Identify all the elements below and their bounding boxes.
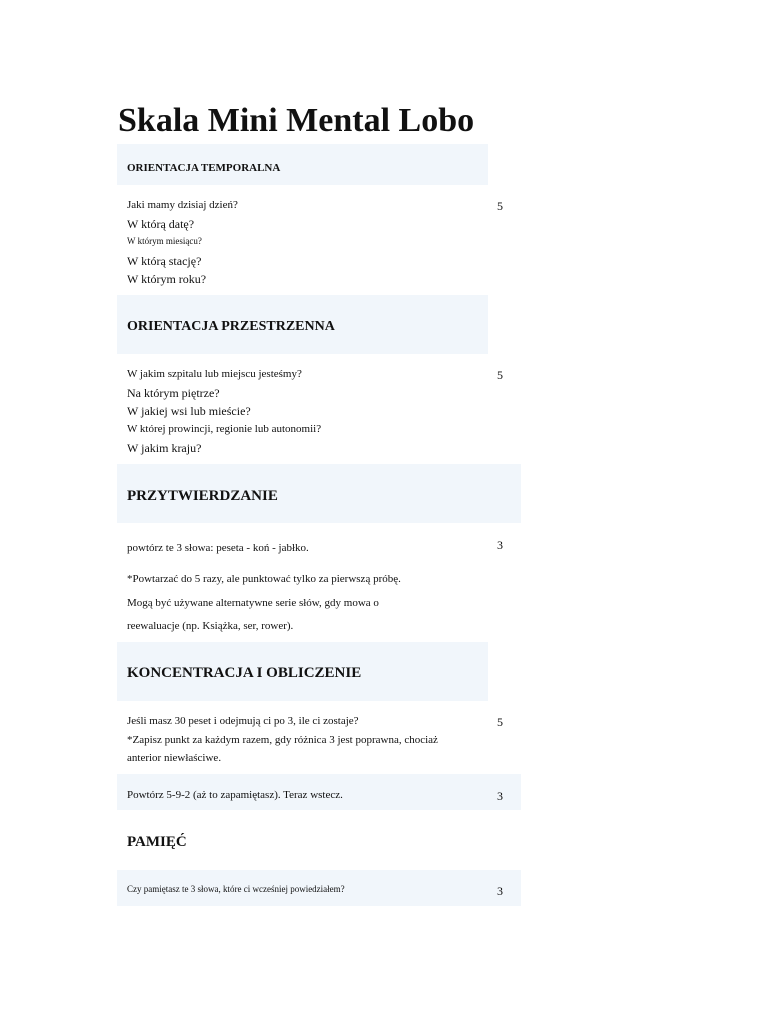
question-line: W którą datę? — [127, 217, 195, 231]
question-line: W którym roku? — [127, 272, 207, 286]
question-line: Na którym piętrze? — [127, 386, 220, 400]
question-line: W jakim kraju? — [127, 441, 202, 455]
score-value: 5 — [497, 199, 503, 213]
question-line: reewaluacje (np. Książka, ser, rower). — [127, 620, 294, 632]
question-line: anterior niewłaściwe. — [127, 752, 222, 764]
question-line: Mogą być używane alternatywne serie słów, gdy mowa o — [127, 597, 379, 609]
section-heading-calculation: KONCENTRACJA I OBLICZENIE — [127, 665, 362, 681]
question-line: *Powtarzać do 5 razy, ale punktować tylko za pierwszą próbę. — [127, 573, 401, 585]
question-line: Powtórz 5-9-2 (aż to zapamiętasz). Teraz wstecz. — [127, 789, 343, 801]
question-line: Jeśli masz 30 peset i odejmują ci po 3, ile ci zostaje? — [127, 715, 359, 727]
question-line: W której prowincji, regionie lub autonomii? — [127, 423, 322, 435]
question-line: W którym miesiącu? — [127, 236, 202, 246]
section-heading-temporal: ORIENTACJA TEMPORALNA — [127, 162, 281, 174]
question-line: Czy pamiętasz te 3 słowa, które ci wcześniej powiedziałem? — [127, 884, 345, 894]
question-line: W jakim szpitalu lub miejscu jesteśmy? — [127, 368, 302, 380]
question-line: powtórz te 3 słowa: peseta - koń - jabłko. — [127, 542, 309, 554]
question-line: *Zapisz punkt za każdym razem, gdy różnica 3 jest poprawna, chociaż — [127, 734, 438, 746]
section-heading-registration: PRZYTWIERDZANIE — [127, 488, 278, 504]
score-value: 5 — [497, 368, 503, 382]
section-heading-memory: PAMIĘĆ — [127, 834, 187, 850]
score-value: 3 — [497, 789, 503, 803]
question-line: Jaki mamy dzisiaj dzień? — [127, 199, 238, 211]
question-line: W którą stację? — [127, 254, 202, 268]
score-value: 3 — [497, 884, 503, 898]
score-value: 5 — [497, 715, 503, 729]
score-value: 3 — [497, 538, 503, 552]
section-heading-spatial: ORIENTACJA PRZESTRZENNA — [127, 319, 335, 334]
page-title: Skala Mini Mental Lobo — [118, 102, 475, 139]
question-line: W jakiej wsi lub mieście? — [127, 404, 251, 418]
